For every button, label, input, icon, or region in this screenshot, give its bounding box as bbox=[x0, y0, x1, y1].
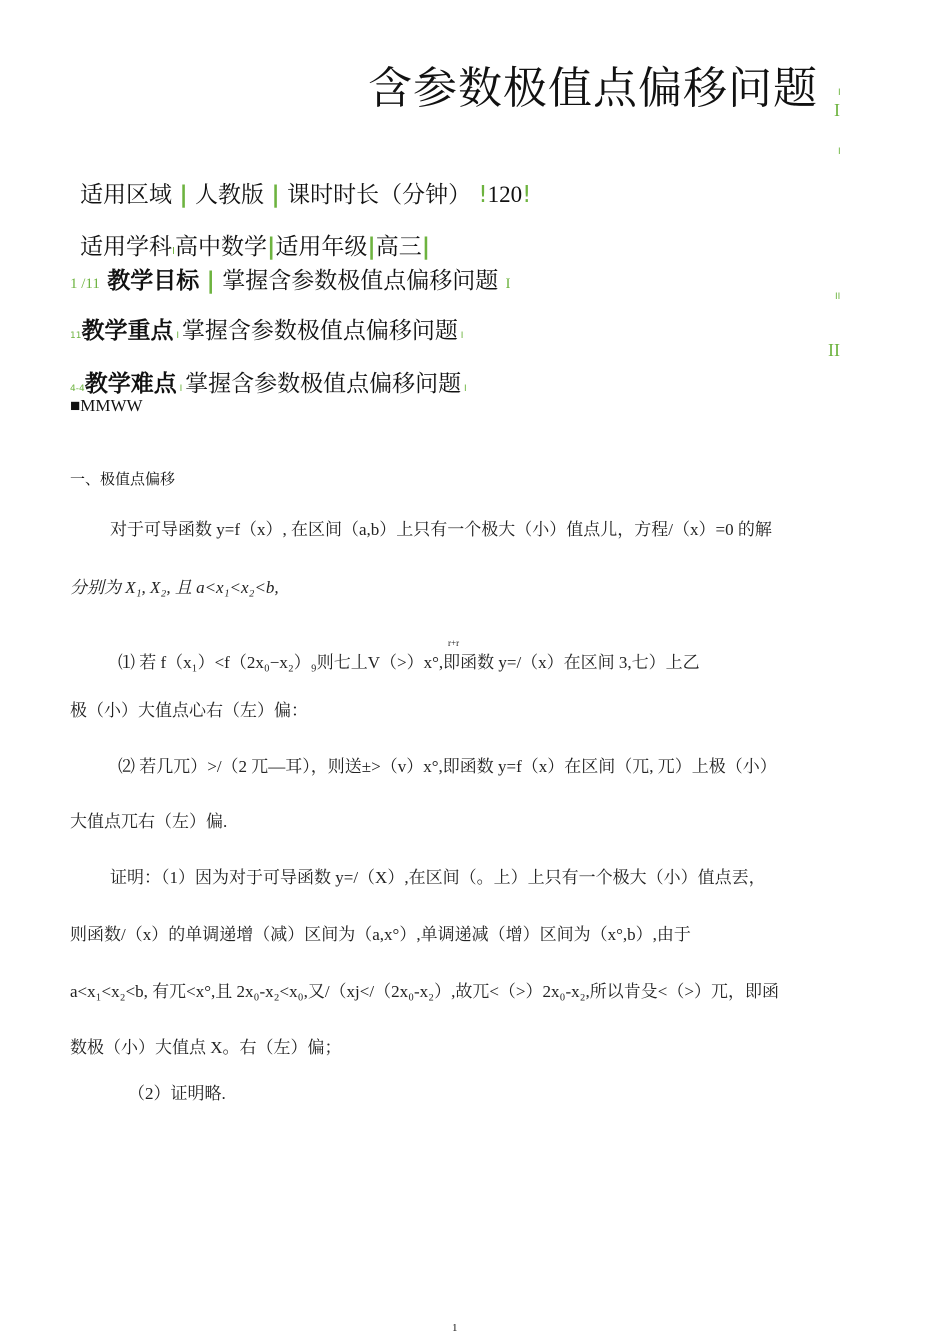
meta-value: 高三 bbox=[375, 234, 422, 260]
meta-label: 适用学科 bbox=[80, 234, 172, 260]
superscript-note: r+r bbox=[448, 638, 460, 648]
divider: I bbox=[172, 246, 175, 257]
key-point-label: 教学重点 bbox=[81, 318, 174, 344]
difficulty-text: 掌握含参数极值点偏移问题 bbox=[185, 371, 462, 397]
meta-value: 高中数学 bbox=[174, 234, 267, 260]
divider: ! bbox=[478, 182, 488, 208]
divider: | bbox=[179, 182, 188, 208]
key-point-row bbox=[70, 312, 463, 345]
margin-mark: II bbox=[835, 292, 841, 302]
mmww-label: ■MMWW bbox=[70, 396, 143, 415]
divider: | bbox=[206, 268, 215, 294]
meta-label: 适用年级 bbox=[275, 234, 368, 260]
divider: I bbox=[173, 331, 182, 341]
paragraph: 证明：（1）因为对于可导函数 y=/（X）,在区间（。上）上只有一个极大（小）值点丟， bbox=[110, 868, 766, 887]
margin-mark: I bbox=[838, 147, 841, 157]
page-number: 1 bbox=[452, 1322, 458, 1334]
meta-row-1 bbox=[80, 176, 531, 209]
divider: | bbox=[271, 182, 280, 208]
row-prefix: 4-4 bbox=[70, 384, 85, 394]
divider: | bbox=[266, 234, 276, 260]
goal-label: 教学目标 bbox=[107, 268, 200, 294]
row-mark: I bbox=[505, 276, 511, 292]
divider: I bbox=[457, 331, 464, 341]
divider: | bbox=[367, 234, 376, 260]
divider: I bbox=[461, 384, 467, 394]
paragraph: ⑵ 若几兀）>/（2 兀—耳），则送±>（v）x°,即函数 y=f（x）在区间（兀, 兀）上极（小） bbox=[118, 757, 777, 776]
paragraph: ⑴ 若 f（x₁）<f（2x₀−x₂）₉则七丄V（>）x°,即函数 y=/（x）在区间 3,七）上乙 bbox=[118, 653, 700, 672]
meta-label: 适用区域 bbox=[80, 182, 172, 208]
margin-mark: I bbox=[834, 100, 840, 120]
row-prefix: 11 bbox=[70, 331, 82, 341]
margin-mark: II bbox=[828, 340, 840, 360]
key-point-text: 掌握含参数极值点偏移问题 bbox=[181, 318, 458, 344]
paragraph: 大值点兀右（左）偏. bbox=[70, 812, 228, 831]
paragraph: 极（小）大值点心右（左）偏： bbox=[70, 701, 308, 720]
paragraph: 对于可导函数 y=f（x）, 在区间（a,b）上只有一个极大（小）值点儿，方程/（x）=0 的解 bbox=[110, 520, 772, 539]
section-heading: 一、极值点偏移 bbox=[70, 470, 176, 488]
meta-value: 120 bbox=[487, 182, 523, 207]
divider: I bbox=[176, 384, 186, 394]
divider: ! bbox=[522, 182, 532, 208]
paragraph: 则函数/（x）的单调递增（减）区间为（a,x°）,单调递减（增）区间为（x°,b）,由于 bbox=[70, 925, 691, 944]
difficulty-row bbox=[70, 365, 467, 398]
page-title: 含参数极值点偏移问题 bbox=[368, 63, 818, 114]
paragraph: a<x₁<x₂<b, 有兀<x°,且 2x₀-x₂<x₀,又/（xj</（2x₀-x₂）,故兀<（>）2x₀-x₂,所以肯殳<（>）兀，即函 bbox=[70, 982, 779, 1001]
difficulty-label: 教学难点 bbox=[84, 371, 177, 397]
teaching-goal-row bbox=[70, 262, 511, 295]
row-prefix: 1 /11 bbox=[70, 276, 100, 292]
meta-row-2 bbox=[80, 228, 430, 261]
paragraph: 数极（小）大值点 X。右（左）偏； bbox=[70, 1038, 342, 1057]
goal-text: 掌握含参数极值点偏移问题 bbox=[222, 268, 499, 294]
meta-label: 课时时长（分钟） bbox=[287, 182, 472, 208]
margin-mark: I bbox=[838, 88, 841, 98]
paragraph: 分别为 X₁, X₂, 且 a<x₁<x₂<b, bbox=[70, 578, 279, 597]
paragraph: （2）证明略. bbox=[128, 1084, 226, 1103]
meta-value: 人教版 bbox=[195, 182, 265, 208]
divider: | bbox=[421, 234, 431, 260]
